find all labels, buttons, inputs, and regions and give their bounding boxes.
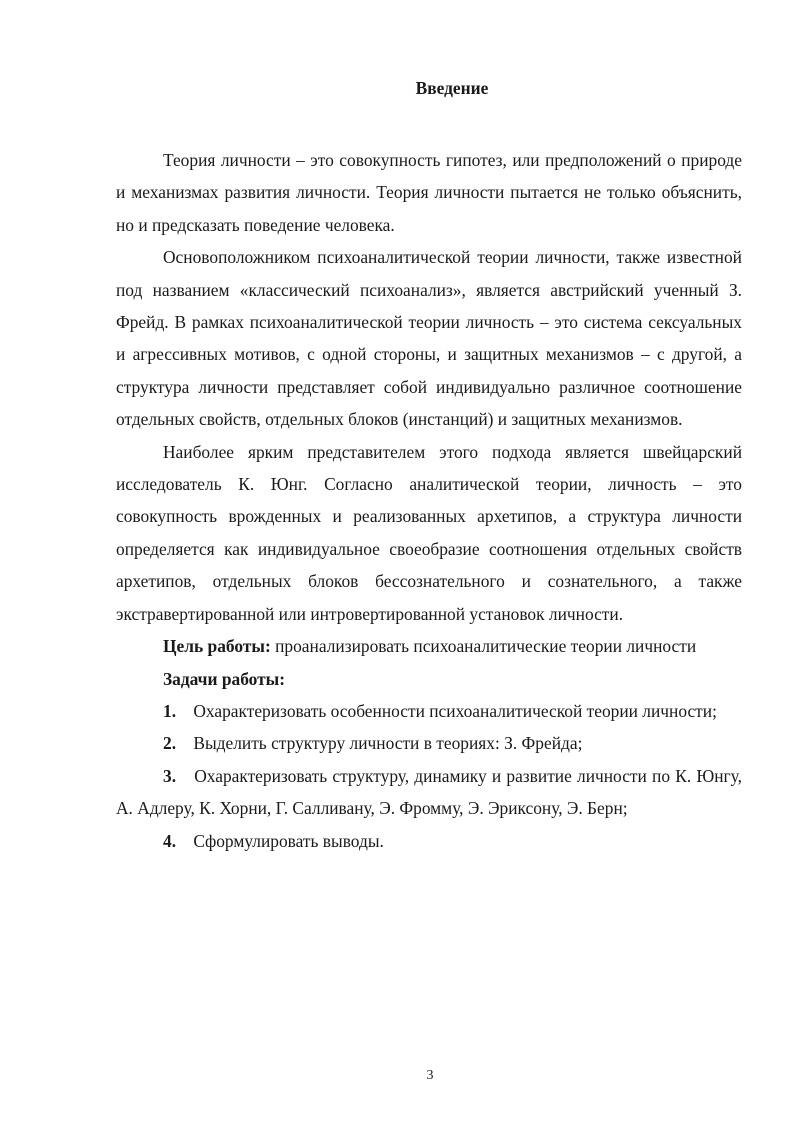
paragraph-freud: Основоположником психоаналитической теории личности, также известной под названием «классический психоанализ», является австрийский ученный З. Фрейд. В рамках психоаналитической теории личность – это система сексуальных и агрессивных мотивов, с одной стороны, и защитных механизмов – с другой, а структура личности представляет собой индивидуально различное соотношение отдельных свойств, отдельных блоков (инстанций) и защитных механизмов. [116, 247, 742, 430]
task-text: Охарактеризовать особенности психоаналитической теории личности; [193, 700, 717, 721]
section-title: Введение [415, 78, 489, 98]
page-content [116, 76, 742, 857]
goal-text: проанализировать психоаналитические теории личности [270, 636, 697, 657]
task-text: Сформулировать выводы. [193, 830, 384, 851]
goal-label: Цель работы: [163, 636, 271, 657]
task-item-2 [116, 727, 742, 759]
task-number: 2. [163, 733, 177, 754]
task-number: 3. [163, 765, 177, 786]
paragraph-jung: Наиболее ярким представителем этого подхода является швейцарский исследователь К. Юнг. Согласно аналитической теории, личность – это совокупность врожденных и реализованных архетипов, а структура личности определяется как индивидуальное своеобразие соотношения отдельных свойств архетипов, отдельных блоков бессознательного и сознательного, а также экстравертированной или интровертированной установок личности. [116, 441, 742, 624]
task-text: Выделить структуру личности в теориях: З. Фрейда; [193, 733, 583, 754]
task-number: 1. [163, 700, 177, 721]
goal-line [116, 630, 742, 662]
tasks-heading: Задачи работы: [163, 668, 286, 689]
task-item-4 [116, 825, 742, 857]
task-text: Охарактеризовать структуру, динамику и развитие личности по К. Юнгу, А. Адлеру, К. Хорни, Г. Салливану, Э. Фромму, Э. Эриксону, Э. Берн; [116, 765, 742, 819]
task-item-1 [116, 695, 742, 727]
task-number: 4. [163, 830, 177, 851]
page-number: 3 [426, 1068, 434, 1083]
task-item-3 [116, 760, 742, 825]
paragraph-personality-theory: Теория личности – это совокупность гипотез, или предположений о природе и механизмах развития личности. Теория личности пытается не только объяснить, но и предсказать поведение человека. [116, 150, 742, 235]
